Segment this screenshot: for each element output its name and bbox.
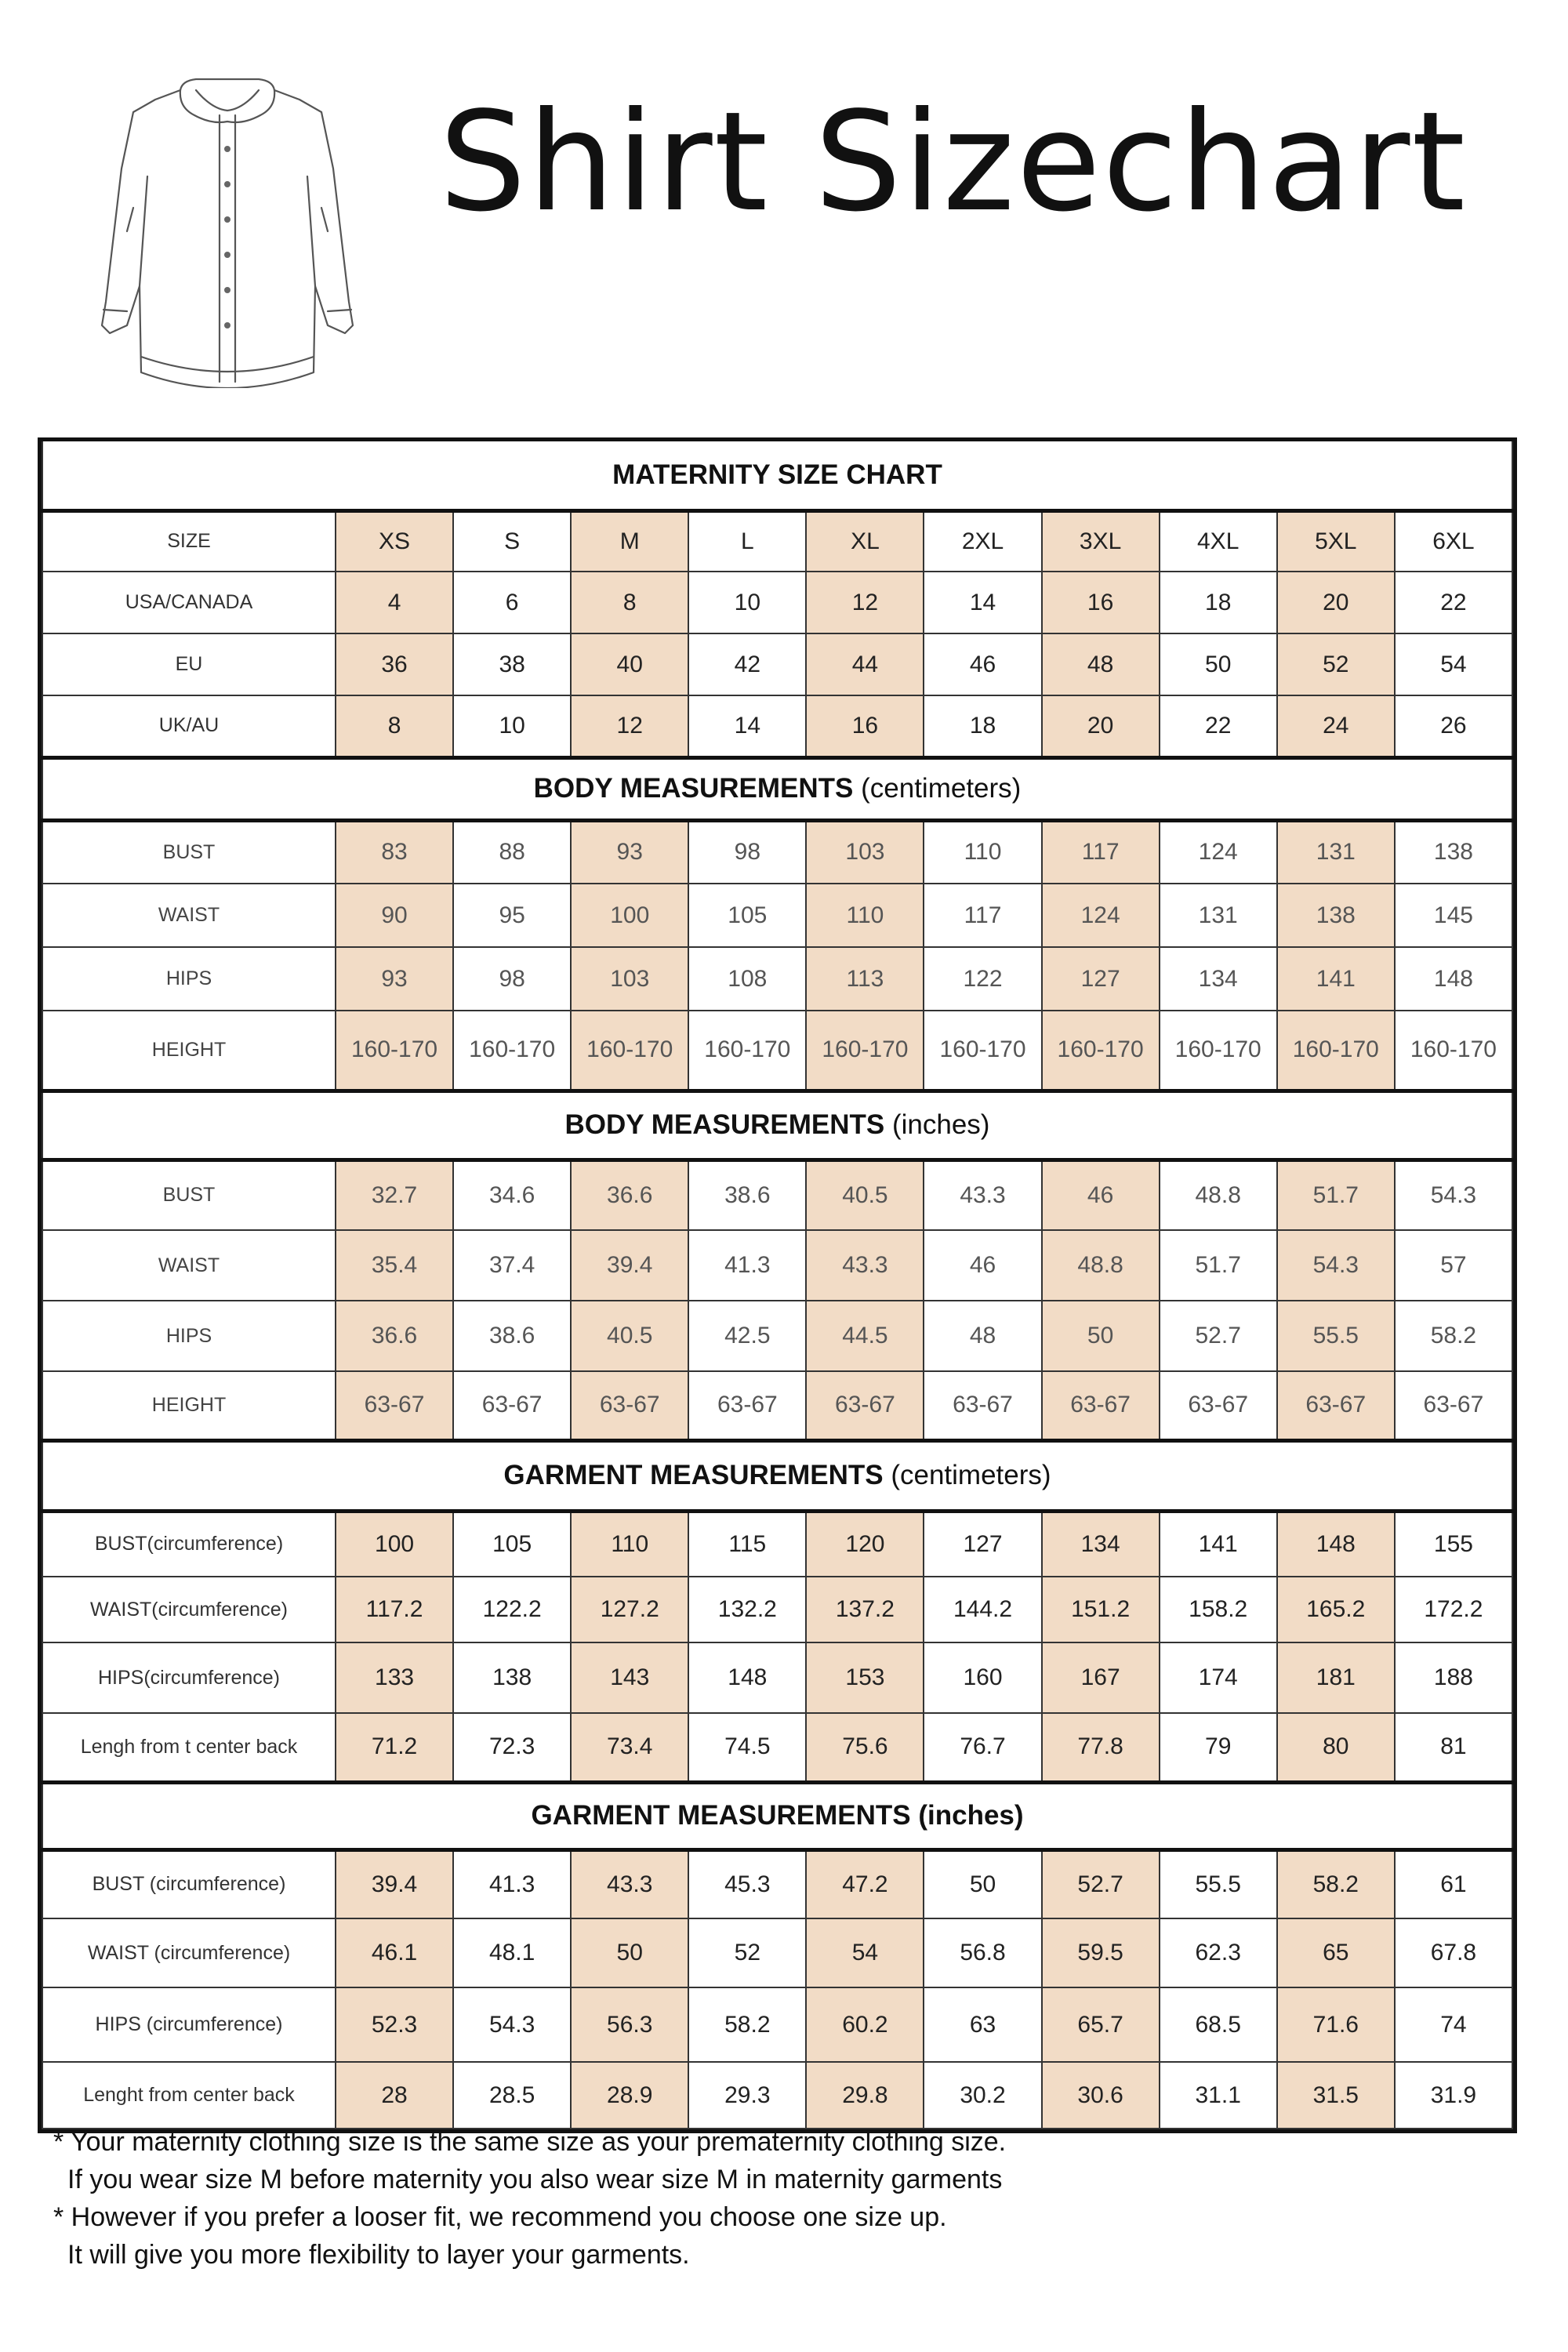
table-cell: 10	[688, 572, 806, 633]
table-cell: 90	[336, 884, 453, 947]
table-cell: 58.2	[1277, 1849, 1395, 1918]
table-cell: 35.4	[336, 1230, 453, 1301]
row-label: HEIGHT	[42, 1011, 336, 1091]
table-cell: 46	[924, 1230, 1041, 1301]
table-cell: 63-67	[1042, 1371, 1160, 1440]
table-cell: 138	[453, 1642, 571, 1713]
table-cell: 14	[688, 695, 806, 757]
row-label: WAIST	[42, 884, 336, 947]
table-cell: 124	[1160, 820, 1277, 884]
table-cell: 16	[806, 695, 924, 757]
table-cell: 74	[1395, 1987, 1512, 2062]
table-cell: 124	[1042, 884, 1160, 947]
row-label: WAIST(circumference)	[42, 1577, 336, 1642]
table-cell: 65.7	[1042, 1987, 1160, 2062]
table-cell: 41.3	[688, 1230, 806, 1301]
section-header-row	[42, 1440, 1512, 1511]
table-cell: 105	[688, 884, 806, 947]
table-cell: 138	[1277, 884, 1395, 947]
size-header-cell: 2XL	[924, 510, 1041, 572]
table-cell: 48.8	[1042, 1230, 1160, 1301]
table-cell: 141	[1160, 1511, 1277, 1577]
table-cell: 8	[336, 695, 453, 757]
table-cell: 29.3	[688, 2062, 806, 2129]
size-chart-table	[42, 441, 1513, 2129]
row-label: HIPS	[42, 1301, 336, 1371]
table-cell: 71.2	[336, 1713, 453, 1782]
table-cell: 160-170	[453, 1011, 571, 1091]
table-cell: 63-67	[924, 1371, 1041, 1440]
table-cell: 36.6	[571, 1160, 688, 1230]
table-cell: 88	[453, 820, 571, 884]
section-title: BODY MEASUREMENTS	[533, 773, 854, 804]
table-cell: 74.5	[688, 1713, 806, 1782]
row-label: Lenght from center back	[42, 2062, 336, 2129]
table-row	[42, 1511, 1512, 1577]
table-cell: 20	[1277, 572, 1395, 633]
section-unit: (inches)	[891, 1109, 990, 1140]
table-cell: 72.3	[453, 1713, 571, 1782]
table-cell: 105	[453, 1511, 571, 1577]
table-cell: 108	[688, 947, 806, 1011]
table-cell: 12	[806, 572, 924, 633]
table-cell: 63-67	[453, 1371, 571, 1440]
table-row	[42, 1713, 1512, 1782]
table-cell: 100	[571, 884, 688, 947]
table-cell: 174	[1160, 1642, 1277, 1713]
table-row	[42, 1230, 1512, 1301]
table-cell: 63-67	[688, 1371, 806, 1440]
table-cell: 48	[924, 1301, 1041, 1371]
table-cell: 81	[1395, 1713, 1512, 1782]
table-cell: 28	[336, 2062, 453, 2129]
table-cell: 16	[1042, 572, 1160, 633]
table-cell: 61	[1395, 1849, 1512, 1918]
table-cell: 103	[571, 947, 688, 1011]
chart-title-row	[42, 441, 1512, 510]
table-cell: 12	[571, 695, 688, 757]
table-cell: 127	[1042, 947, 1160, 1011]
table-cell: 6	[453, 572, 571, 633]
table-cell: 79	[1160, 1713, 1277, 1782]
table-cell: 34.6	[453, 1160, 571, 1230]
table-cell: 52.7	[1042, 1849, 1160, 1918]
size-header-cell: 4XL	[1160, 510, 1277, 572]
table-cell: 20	[1042, 695, 1160, 757]
table-row	[42, 1849, 1512, 1918]
table-cell: 58.2	[1395, 1301, 1512, 1371]
table-cell: 32.7	[336, 1160, 453, 1230]
table-cell: 144.2	[924, 1577, 1041, 1642]
table-cell: 115	[688, 1511, 806, 1577]
table-cell: 127	[924, 1511, 1041, 1577]
table-cell: 43.3	[571, 1849, 688, 1918]
table-cell: 52.3	[336, 1987, 453, 2062]
section-title: BODY MEASUREMENTS	[564, 1109, 885, 1140]
table-cell: 131	[1277, 820, 1395, 884]
table-cell: 31.9	[1395, 2062, 1512, 2129]
size-row	[42, 510, 1512, 572]
table-cell: 73.4	[571, 1713, 688, 1782]
table-row	[42, 695, 1512, 757]
row-label: BUST	[42, 820, 336, 884]
section-header-row	[42, 1091, 1512, 1160]
table-cell: 43.3	[924, 1160, 1041, 1230]
row-label: WAIST	[42, 1230, 336, 1301]
table-cell: 48	[1042, 633, 1160, 695]
table-cell: 54.3	[1395, 1160, 1512, 1230]
size-header-cell: M	[571, 510, 688, 572]
table-row	[42, 947, 1512, 1011]
table-cell: 14	[924, 572, 1041, 633]
size-header-cell: XS	[336, 510, 453, 572]
table-cell: 110	[571, 1511, 688, 1577]
table-cell: 172.2	[1395, 1577, 1512, 1642]
table-cell: 113	[806, 947, 924, 1011]
table-cell: 43.3	[806, 1230, 924, 1301]
table-row	[42, 572, 1512, 633]
table-cell: 24	[1277, 695, 1395, 757]
table-cell: 134	[1042, 1511, 1160, 1577]
table-cell: 54.3	[453, 1987, 571, 2062]
table-row	[42, 1577, 1512, 1642]
table-cell: 160-170	[1395, 1011, 1512, 1091]
table-cell: 37.4	[453, 1230, 571, 1301]
table-cell: 8	[571, 572, 688, 633]
table-cell: 103	[806, 820, 924, 884]
table-cell: 38	[453, 633, 571, 695]
table-cell: 117	[924, 884, 1041, 947]
table-cell: 47.2	[806, 1849, 924, 1918]
table-cell: 52.7	[1160, 1301, 1277, 1371]
table-cell: 133	[336, 1642, 453, 1713]
table-cell: 40.5	[571, 1301, 688, 1371]
table-cell: 41.3	[453, 1849, 571, 1918]
table-cell: 28.9	[571, 2062, 688, 2129]
table-cell: 63	[924, 1987, 1041, 2062]
table-cell: 36.6	[336, 1301, 453, 1371]
table-cell: 141	[1277, 947, 1395, 1011]
table-cell: 39.4	[336, 1849, 453, 1918]
row-label: EU	[42, 633, 336, 695]
table-cell: 181	[1277, 1642, 1395, 1713]
table-cell: 54.3	[1277, 1230, 1395, 1301]
section-unit: (centimeters)	[891, 1460, 1051, 1490]
section-header	[42, 1091, 1512, 1160]
table-cell: 117	[1042, 820, 1160, 884]
table-cell: 75.6	[806, 1713, 924, 1782]
chart-title: MATERNITY SIZE CHART	[42, 441, 1512, 510]
table-cell: 160-170	[1277, 1011, 1395, 1091]
table-cell: 80	[1277, 1713, 1395, 1782]
table-cell: 120	[806, 1511, 924, 1577]
table-cell: 31.1	[1160, 2062, 1277, 2129]
table-cell: 188	[1395, 1642, 1512, 1713]
table-cell: 51.7	[1277, 1160, 1395, 1230]
section-title: GARMENT MEASUREMENTS	[503, 1460, 884, 1490]
table-cell: 57	[1395, 1230, 1512, 1301]
table-cell: 55.5	[1277, 1301, 1395, 1371]
table-row	[42, 1301, 1512, 1371]
table-cell: 63-67	[1277, 1371, 1395, 1440]
table-cell: 29.8	[806, 2062, 924, 2129]
table-row	[42, 1160, 1512, 1230]
table-cell: 56.8	[924, 1918, 1041, 1987]
table-cell: 68.5	[1160, 1987, 1277, 2062]
table-cell: 67.8	[1395, 1918, 1512, 1987]
table-cell: 38.6	[688, 1160, 806, 1230]
row-label: HIPS (circumference)	[42, 1987, 336, 2062]
table-cell: 40	[571, 633, 688, 695]
table-cell: 30.2	[924, 2062, 1041, 2129]
size-header-cell: 5XL	[1277, 510, 1395, 572]
table-cell: 153	[806, 1642, 924, 1713]
table-cell: 98	[688, 820, 806, 884]
table-cell: 160-170	[1160, 1011, 1277, 1091]
table-cell: 122.2	[453, 1577, 571, 1642]
table-cell: 63-67	[571, 1371, 688, 1440]
size-header-cell: L	[688, 510, 806, 572]
table-row	[42, 1371, 1512, 1440]
row-label: WAIST (circumference)	[42, 1918, 336, 1987]
table-cell: 44.5	[806, 1301, 924, 1371]
row-label: HEIGHT	[42, 1371, 336, 1440]
note-line: It will give you more flexibility to layer your garments.	[67, 2240, 690, 2270]
table-cell: 110	[806, 884, 924, 947]
row-label: USA/CANADA	[42, 572, 336, 633]
section-header	[42, 1440, 1512, 1511]
table-cell: 93	[571, 820, 688, 884]
table-cell: 131	[1160, 884, 1277, 947]
table-cell: 145	[1395, 884, 1512, 947]
table-row	[42, 633, 1512, 695]
row-label: UK/AU	[42, 695, 336, 757]
table-cell: 148	[1277, 1511, 1395, 1577]
table-cell: 50	[1160, 633, 1277, 695]
table-cell: 76.7	[924, 1713, 1041, 1782]
section-unit: (centimeters)	[861, 773, 1022, 804]
table-cell: 160-170	[336, 1011, 453, 1091]
table-cell: 63-67	[806, 1371, 924, 1440]
table-cell: 160-170	[688, 1011, 806, 1091]
table-cell: 160-170	[806, 1011, 924, 1091]
table-cell: 52	[1277, 633, 1395, 695]
table-cell: 160-170	[571, 1011, 688, 1091]
table-cell: 63-67	[1395, 1371, 1512, 1440]
table-cell: 134	[1160, 947, 1277, 1011]
table-cell: 42	[688, 633, 806, 695]
table-cell: 93	[336, 947, 453, 1011]
table-cell: 18	[1160, 572, 1277, 633]
table-cell: 71.6	[1277, 1987, 1395, 2062]
section-header-row	[42, 1782, 1512, 1849]
table-cell: 155	[1395, 1511, 1512, 1577]
note-line: * Your maternity clothing size is the same size as your prematernity clothing size.	[53, 2127, 1007, 2157]
table-cell: 56.3	[571, 1987, 688, 2062]
size-label: SIZE	[42, 510, 336, 572]
table-cell: 60.2	[806, 1987, 924, 2062]
table-cell: 62.3	[1160, 1918, 1277, 1987]
table-cell: 42.5	[688, 1301, 806, 1371]
table-cell: 22	[1395, 572, 1512, 633]
section-header	[42, 757, 1512, 820]
table-cell: 83	[336, 820, 453, 884]
table-cell: 137.2	[806, 1577, 924, 1642]
size-header-cell: S	[453, 510, 571, 572]
table-cell: 48.8	[1160, 1160, 1277, 1230]
table-cell: 36	[336, 633, 453, 695]
table-cell: 117.2	[336, 1577, 453, 1642]
table-cell: 98	[453, 947, 571, 1011]
row-label: BUST	[42, 1160, 336, 1230]
size-header-cell: 3XL	[1042, 510, 1160, 572]
table-cell: 63-67	[1160, 1371, 1277, 1440]
table-row	[42, 820, 1512, 884]
table-cell: 54	[806, 1918, 924, 1987]
table-cell: 54	[1395, 633, 1512, 695]
section-title: GARMENT MEASUREMENTS	[531, 1800, 911, 1831]
table-cell: 30.6	[1042, 2062, 1160, 2129]
table-cell: 110	[924, 820, 1041, 884]
table-cell: 132.2	[688, 1577, 806, 1642]
note-line: If you wear size M before maternity you also wear size M in maternity garments	[67, 2165, 1003, 2194]
table-cell: 18	[924, 695, 1041, 757]
table-cell: 65	[1277, 1918, 1395, 1987]
section-header	[42, 1782, 1512, 1849]
row-label: HIPS(circumference)	[42, 1642, 336, 1713]
table-cell: 40.5	[806, 1160, 924, 1230]
table-cell: 158.2	[1160, 1577, 1277, 1642]
section-unit: (inches)	[918, 1800, 1024, 1831]
table-row	[42, 1918, 1512, 1987]
table-cell: 77.8	[1042, 1713, 1160, 1782]
table-row	[42, 2062, 1512, 2129]
table-cell: 50	[924, 1849, 1041, 1918]
section-header-row	[42, 757, 1512, 820]
notes	[53, 2123, 1006, 2274]
table-cell: 28.5	[453, 2062, 571, 2129]
table-cell: 50	[571, 1918, 688, 1987]
table-cell: 46.1	[336, 1918, 453, 1987]
table-cell: 39.4	[571, 1230, 688, 1301]
table-cell: 122	[924, 947, 1041, 1011]
table-cell: 160	[924, 1642, 1041, 1713]
row-label: HIPS	[42, 947, 336, 1011]
table-cell: 95	[453, 884, 571, 947]
table-row	[42, 1987, 1512, 2062]
table-cell: 151.2	[1042, 1577, 1160, 1642]
table-cell: 148	[688, 1642, 806, 1713]
table-cell: 4	[336, 572, 453, 633]
table-cell: 59.5	[1042, 1918, 1160, 1987]
table-cell: 138	[1395, 820, 1512, 884]
table-row	[42, 1011, 1512, 1091]
table-cell: 167	[1042, 1642, 1160, 1713]
table-cell: 165.2	[1277, 1577, 1395, 1642]
table-cell: 45.3	[688, 1849, 806, 1918]
table-cell: 31.5	[1277, 2062, 1395, 2129]
shirt-illustration	[86, 74, 368, 388]
table-cell: 55.5	[1160, 1849, 1277, 1918]
row-label: BUST (circumference)	[42, 1849, 336, 1918]
size-header-cell: XL	[806, 510, 924, 572]
table-cell: 148	[1395, 947, 1512, 1011]
table-cell: 22	[1160, 695, 1277, 757]
table-cell: 46	[924, 633, 1041, 695]
page-title: Shirt Sizechart	[439, 83, 1467, 242]
table-cell: 127.2	[571, 1577, 688, 1642]
table-cell: 52	[688, 1918, 806, 1987]
size-header-cell: 6XL	[1395, 510, 1512, 572]
table-cell: 51.7	[1160, 1230, 1277, 1301]
row-label: Lengh from t center back	[42, 1713, 336, 1782]
row-label: BUST(circumference)	[42, 1511, 336, 1577]
table-cell: 160-170	[924, 1011, 1041, 1091]
table-cell: 100	[336, 1511, 453, 1577]
table-cell: 46	[1042, 1160, 1160, 1230]
table-cell: 58.2	[688, 1987, 806, 2062]
table-cell: 48.1	[453, 1918, 571, 1987]
table-cell: 38.6	[453, 1301, 571, 1371]
table-cell: 44	[806, 633, 924, 695]
table-cell: 26	[1395, 695, 1512, 757]
table-cell: 10	[453, 695, 571, 757]
table-cell: 143	[571, 1642, 688, 1713]
table-row	[42, 1642, 1512, 1713]
table-row	[42, 884, 1512, 947]
note-line: * However if you prefer a looser fit, we recommend you choose one size up.	[53, 2202, 947, 2232]
table-cell: 63-67	[336, 1371, 453, 1440]
size-chart	[38, 437, 1517, 2133]
table-cell: 160-170	[1042, 1011, 1160, 1091]
table-cell: 50	[1042, 1301, 1160, 1371]
